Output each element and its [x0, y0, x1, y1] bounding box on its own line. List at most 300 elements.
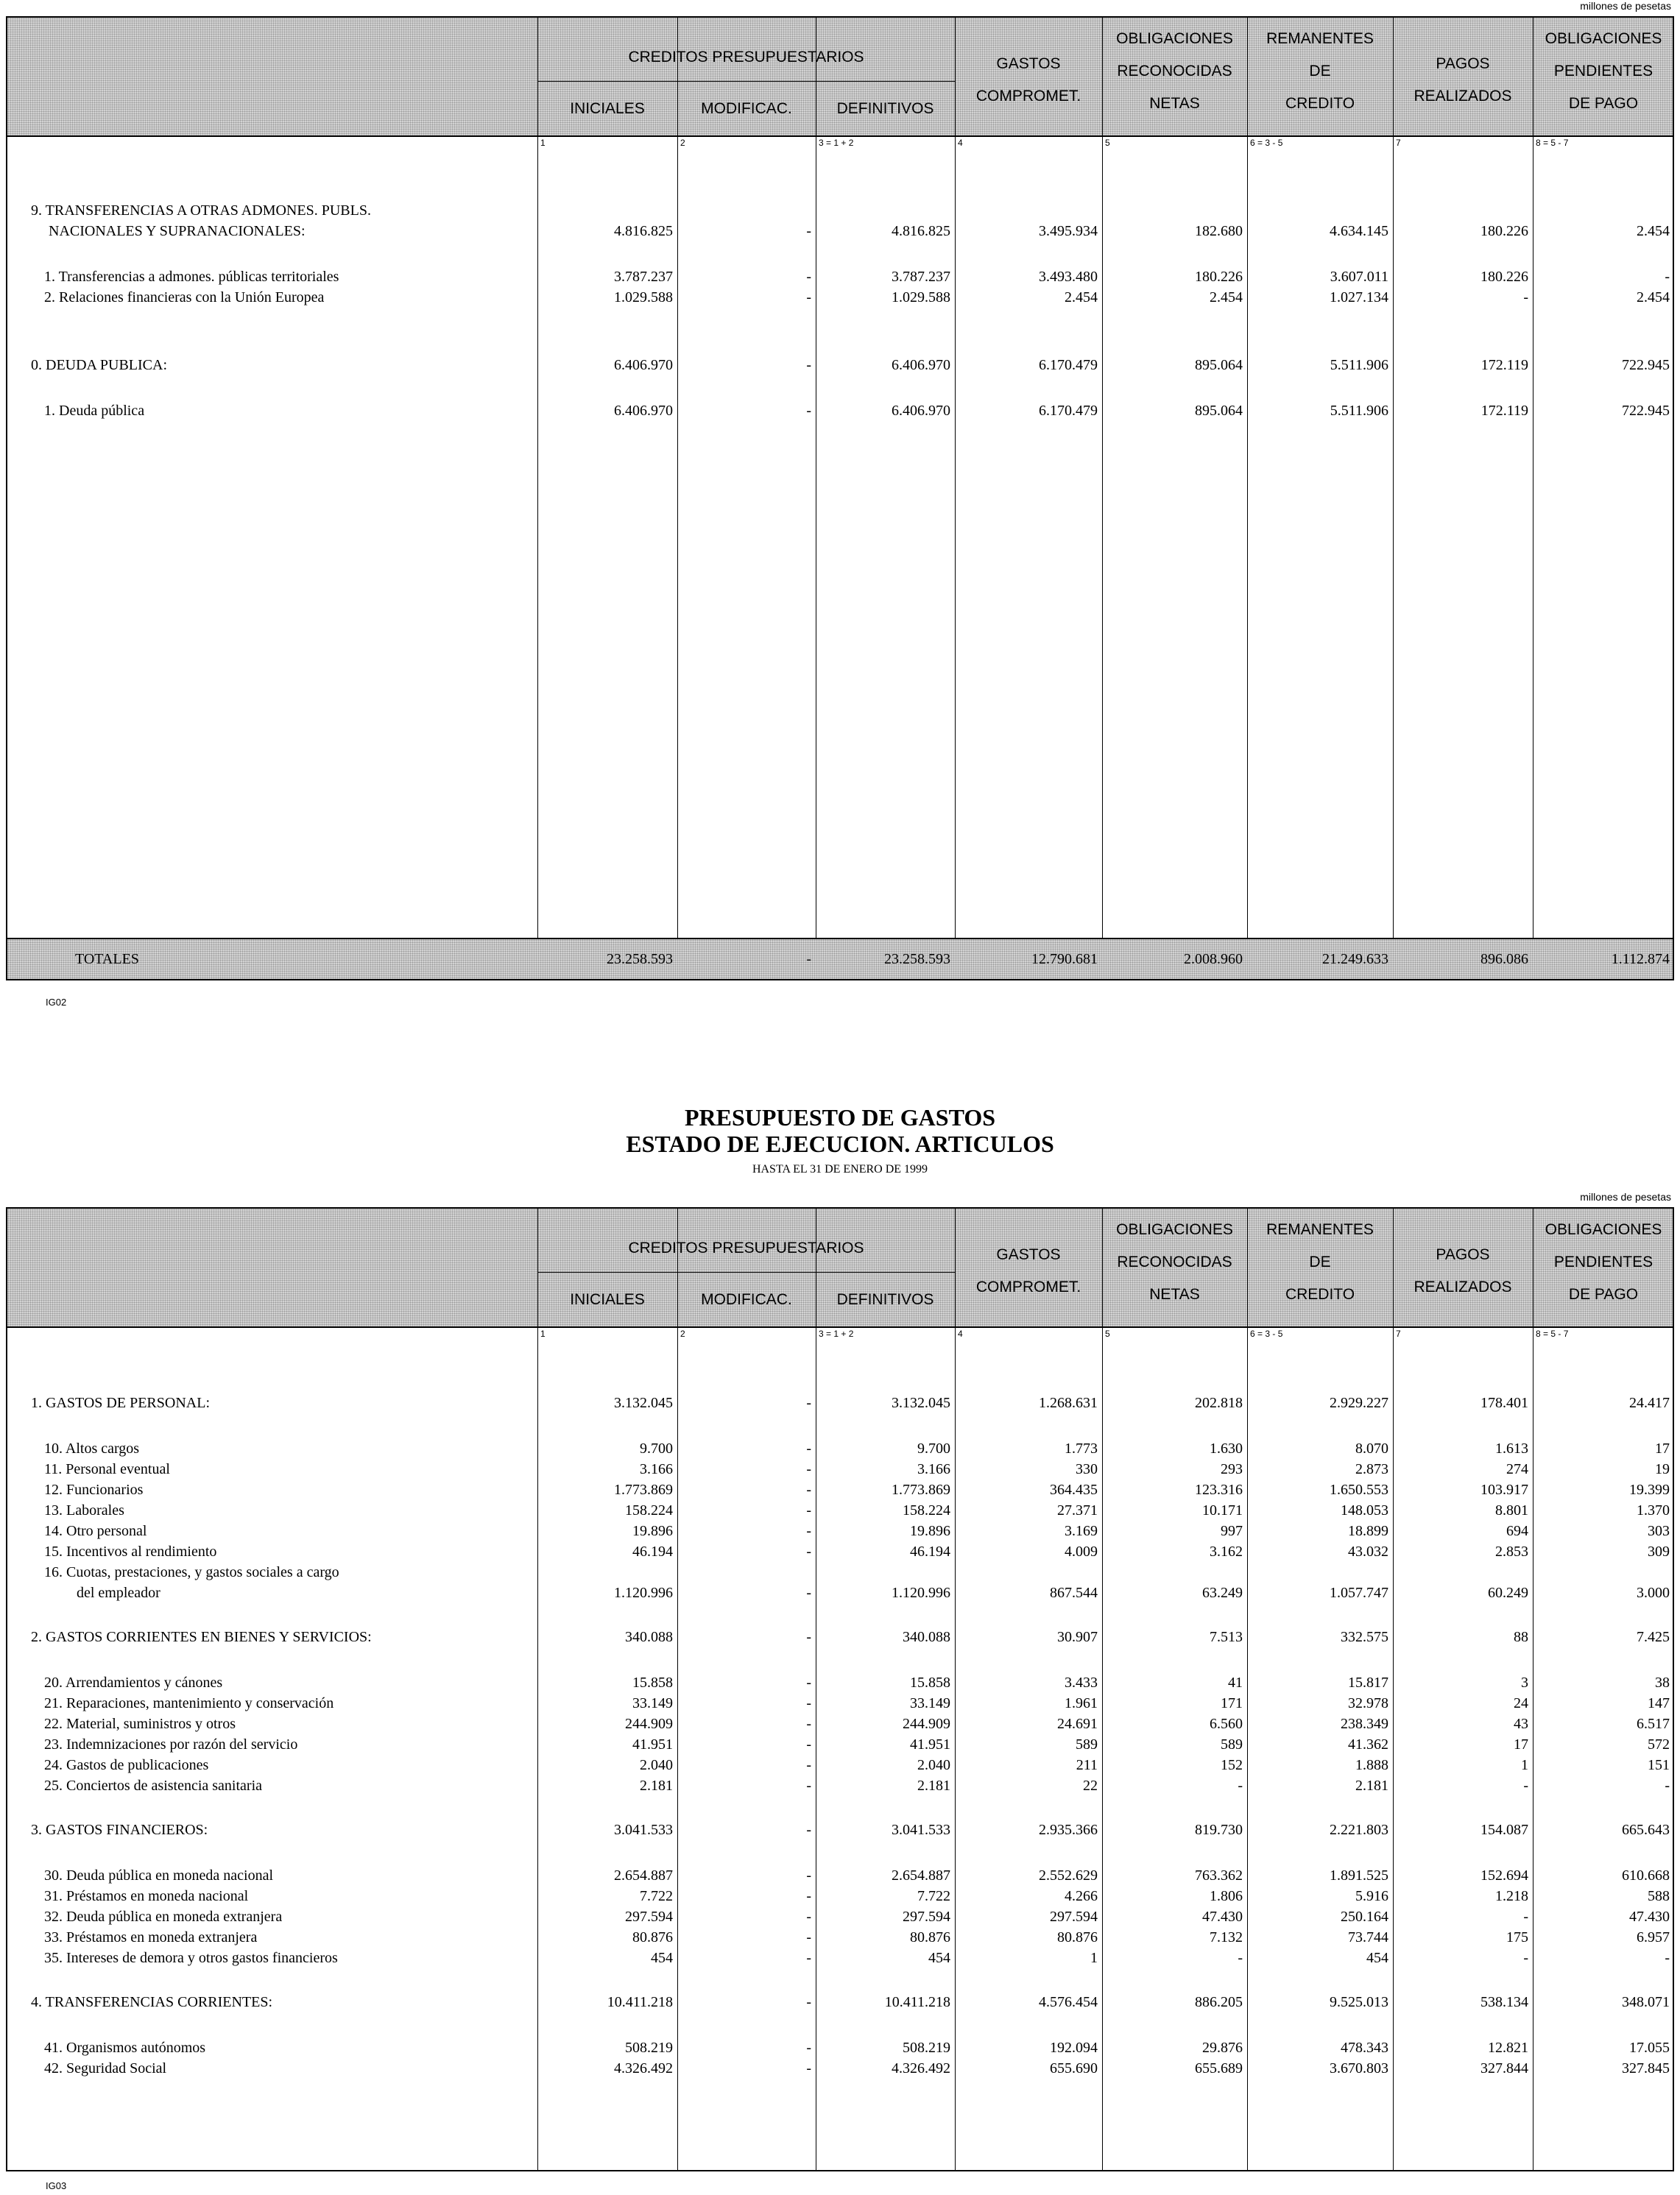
row-value: 192.094	[1050, 2040, 1098, 2056]
row-label: 1. GASTOS DE PERSONAL:	[31, 1395, 210, 1411]
row-value: 340.088	[625, 1629, 673, 1645]
row-value: -	[806, 1585, 811, 1601]
row-value: 1	[1521, 1757, 1528, 1773]
row-value: 47.430	[1629, 1909, 1670, 1925]
row-value: 454	[1366, 1950, 1388, 1966]
row-value: 665.643	[1622, 1822, 1670, 1838]
row-label: 12. Funcionarios	[44, 1482, 144, 1498]
row-value: 3.041.533	[614, 1822, 673, 1838]
row-value: 103.917	[1480, 1482, 1528, 1498]
row-value: -	[806, 2040, 811, 2056]
unit-label: millones de pesetas	[1580, 1191, 1671, 1203]
row-value: 1.650.553	[1330, 1482, 1388, 1498]
table-row	[7, 1393, 1673, 1413]
row-value: 43.032	[1348, 1544, 1388, 1560]
row-value: -	[1238, 1950, 1243, 1966]
table-row	[7, 1521, 1673, 1541]
row-value: 722.945	[1622, 357, 1670, 373]
row-value: 10.411.218	[884, 1994, 950, 2010]
row-value: 3.495.934	[1039, 223, 1098, 239]
row-value: -	[806, 1929, 811, 1945]
column-number: 6 = 3 - 5	[1250, 1329, 1283, 1339]
row-value: -	[1523, 289, 1528, 305]
header-pendientes-line: PENDIENTES	[1553, 1254, 1653, 1270]
header-remanentes-line: REMANENTES	[1266, 1221, 1374, 1238]
row-value: 655.690	[1050, 2060, 1098, 2076]
row-value: 2.654.887	[614, 1867, 673, 1884]
header-definitivos: DEFINITIVOS	[836, 100, 934, 117]
row-value: 538.134	[1480, 1994, 1528, 2010]
row-value: -	[806, 1822, 811, 1838]
row-value: 29.876	[1202, 2040, 1243, 2056]
row-value: 297.594	[903, 1909, 950, 1925]
row-value: 867.544	[1050, 1585, 1098, 1601]
row-value: 38	[1655, 1675, 1670, 1691]
table-row	[7, 1734, 1673, 1755]
column-number: 2	[680, 138, 685, 148]
row-value: 2.935.366	[1039, 1822, 1098, 1838]
row-value: 32.978	[1348, 1695, 1388, 1711]
row-value: 3.169	[1065, 1523, 1098, 1539]
row-value: 8.070	[1355, 1441, 1388, 1457]
table-row	[7, 1927, 1673, 1948]
row-value: 80.876	[632, 1929, 673, 1945]
row-value: 2.221.803	[1330, 1822, 1388, 1838]
row-label: 10. Altos cargos	[44, 1441, 140, 1457]
header-divider	[537, 81, 955, 82]
row-value: 73.744	[1348, 1929, 1388, 1945]
header-remanentes-line: DE	[1309, 63, 1331, 79]
header-modificac: MODIFICAC.	[701, 100, 792, 117]
row-value: 24	[1514, 1695, 1528, 1711]
table-row	[7, 1693, 1673, 1714]
row-label: 11. Personal eventual	[44, 1461, 170, 1477]
row-value: 332.575	[1341, 1629, 1388, 1645]
row-value: 454	[928, 1950, 950, 1966]
header-obligaciones-line: NETAS	[1149, 95, 1200, 112]
row-value: 7.722	[640, 1888, 673, 1904]
column-number: 1	[540, 1329, 546, 1339]
table-row	[7, 2058, 1673, 2079]
header-obligaciones-line: OBLIGACIONES	[1116, 30, 1233, 47]
row-value: 1.773.869	[614, 1482, 673, 1498]
table-row	[7, 1541, 1673, 1562]
row-value: -	[1523, 1909, 1528, 1925]
table-row	[7, 1865, 1673, 1886]
row-value: 9.700	[917, 1441, 950, 1457]
budget-table-2	[6, 1207, 1674, 2171]
column-divider	[1102, 18, 1103, 979]
row-value: -	[806, 1395, 811, 1411]
row-value: 1.029.588	[892, 289, 950, 305]
header-iniciales: INICIALES	[570, 100, 645, 117]
row-label: 30. Deuda pública en moneda nacional	[44, 1867, 273, 1884]
row-value: 80.876	[1057, 1929, 1098, 1945]
row-value: 41.951	[632, 1736, 673, 1753]
row-value: 572	[1648, 1736, 1670, 1753]
row-value: 3.493.480	[1039, 269, 1098, 285]
row-value: -	[806, 1695, 811, 1711]
column-number: 5	[1105, 1329, 1110, 1339]
row-value: 60.249	[1488, 1585, 1528, 1601]
table-row	[7, 1672, 1673, 1693]
row-value: 180.226	[1480, 223, 1528, 239]
row-label: NACIONALES Y SUPRANACIONALES:	[49, 223, 306, 239]
row-label: 31. Préstamos en moneda nacional	[44, 1888, 249, 1904]
row-value: 5.511.906	[1330, 357, 1388, 373]
row-value: 722.945	[1622, 403, 1670, 419]
table-row	[7, 200, 1673, 221]
table-row	[7, 2037, 1673, 2058]
table-row	[7, 287, 1673, 308]
row-value: 763.362	[1195, 1867, 1243, 1884]
row-value: -	[806, 1736, 811, 1753]
row-value: 4.326.492	[892, 2060, 950, 2076]
header-remanentes	[1247, 31, 1393, 112]
row-value: -	[1523, 1950, 1528, 1966]
row-value: 4.009	[1065, 1544, 1098, 1560]
table-row	[7, 1820, 1673, 1840]
row-value: 47.430	[1202, 1909, 1243, 1925]
row-value: 27.371	[1057, 1502, 1098, 1519]
row-value: 46.194	[910, 1544, 950, 1560]
row-value: 886.205	[1195, 1994, 1243, 2010]
budget-table-1	[6, 16, 1674, 980]
row-value: 3.162	[1210, 1544, 1243, 1560]
row-value: 41.362	[1348, 1736, 1388, 1753]
row-label: 35. Intereses de demora y otros gastos financieros	[44, 1950, 338, 1966]
row-value: 1.630	[1210, 1441, 1243, 1457]
header-pendientes-line: PENDIENTES	[1553, 63, 1653, 79]
row-value: 63.249	[1202, 1585, 1243, 1601]
row-label: 15. Incentivos al rendimiento	[44, 1544, 217, 1560]
row-value: 297.594	[1050, 1909, 1098, 1925]
row-value: 508.219	[903, 2040, 950, 2056]
row-value: 19.399	[1629, 1482, 1670, 1498]
row-value: -	[806, 1757, 811, 1773]
page-subtitle: ESTADO DE EJECUCION. ARTICULOS	[626, 1131, 1054, 1157]
row-value: 5.916	[1355, 1888, 1388, 1904]
row-value: -	[1238, 1778, 1243, 1794]
row-value: -	[806, 357, 811, 373]
row-value: 1.218	[1495, 1888, 1528, 1904]
row-value: 175	[1506, 1929, 1528, 1945]
header-obligaciones-line: RECONOCIDAS	[1117, 1254, 1232, 1270]
row-value: 4.816.825	[614, 223, 673, 239]
row-value: 1.027.134	[1330, 289, 1388, 305]
row-value: -	[1665, 1778, 1670, 1794]
row-value: 88	[1514, 1629, 1528, 1645]
header-pendientes-line: OBLIGACIONES	[1545, 30, 1662, 47]
row-value: 895.064	[1195, 403, 1243, 419]
row-value: 180.226	[1195, 269, 1243, 285]
row-label: 13. Laborales	[44, 1502, 124, 1519]
row-label: 42. Seguridad Social	[44, 2060, 167, 2076]
row-value: 180.226	[1480, 269, 1528, 285]
row-value: 158.224	[625, 1502, 673, 1519]
row-value: 2.181	[640, 1778, 673, 1794]
row-label: 3. GASTOS FINANCIEROS:	[31, 1822, 208, 1838]
row-value: 1.806	[1210, 1888, 1243, 1904]
row-value: -	[806, 289, 811, 305]
row-value: -	[806, 1461, 811, 1477]
row-value: 2.929.227	[1330, 1395, 1388, 1411]
header-pendientes-line: DE PAGO	[1568, 1286, 1639, 1303]
header-pagos-line: REALIZADOS	[1413, 88, 1512, 105]
row-value: 6.560	[1210, 1716, 1243, 1732]
row-value: 41.951	[910, 1736, 950, 1753]
row-value: 19.896	[632, 1523, 673, 1539]
header-definitivos: DEFINITIVOS	[836, 1291, 934, 1308]
row-value: -	[806, 1441, 811, 1457]
row-value: 6.406.970	[614, 403, 673, 419]
row-value: 7.132	[1210, 1929, 1243, 1945]
row-value: 244.909	[625, 1716, 673, 1732]
row-value: 3.000	[1637, 1585, 1670, 1601]
row-value: 158.224	[903, 1502, 950, 1519]
totals-value: 21.249.633	[1322, 951, 1388, 967]
row-value: 24.691	[1057, 1716, 1098, 1732]
row-value: 22	[1083, 1778, 1098, 1794]
table-row	[7, 1948, 1673, 1968]
row-label: 1. Deuda pública	[44, 403, 145, 419]
row-label: 1. Transferencias a admones. públicas territoriales	[44, 269, 339, 285]
row-value: 8.801	[1495, 1502, 1528, 1519]
header-pagos	[1393, 1247, 1533, 1296]
table-row	[7, 1906, 1673, 1927]
table-row	[7, 1583, 1673, 1603]
table-row	[7, 400, 1673, 421]
row-value: 15.817	[1348, 1675, 1388, 1691]
row-value: 172.119	[1480, 357, 1528, 373]
row-label: del empleador	[77, 1585, 160, 1601]
row-value: 348.071	[1622, 1994, 1670, 2010]
row-value: 148.053	[1341, 1502, 1388, 1519]
row-value: 4.634.145	[1330, 223, 1388, 239]
page-code: IG03	[46, 2180, 67, 2191]
row-value: 12.821	[1488, 2040, 1528, 2056]
row-value: -	[806, 1909, 811, 1925]
table-row	[7, 1480, 1673, 1500]
column-divider	[537, 18, 538, 979]
row-value: -	[806, 2060, 811, 2076]
row-value: 6.406.970	[614, 357, 673, 373]
row-label: 22. Material, suministros y otros	[44, 1716, 236, 1732]
table-row	[7, 221, 1673, 241]
row-value: 610.668	[1622, 1867, 1670, 1884]
row-value: -	[806, 1544, 811, 1560]
row-value: 694	[1506, 1523, 1528, 1539]
row-value: 1.120.996	[892, 1585, 950, 1601]
row-value: -	[806, 1716, 811, 1732]
row-value: 2.454	[1210, 289, 1243, 305]
row-value: 3.132.045	[614, 1395, 673, 1411]
unit-label: millones de pesetas	[1580, 0, 1671, 12]
header-obligaciones-line: NETAS	[1149, 1286, 1200, 1303]
row-label: 24. Gastos de publicaciones	[44, 1757, 209, 1773]
row-value: -	[1523, 1778, 1528, 1794]
row-value: 1.120.996	[614, 1585, 673, 1601]
row-value: 1.268.631	[1039, 1395, 1098, 1411]
column-number: 7	[1396, 138, 1401, 148]
row-value: -	[806, 223, 811, 239]
row-value: 152	[1221, 1757, 1243, 1773]
row-value: 151	[1648, 1757, 1670, 1773]
row-value: 655.689	[1195, 2060, 1243, 2076]
row-value: 3.670.803	[1330, 2060, 1388, 2076]
row-value: 327.845	[1622, 2060, 1670, 2076]
row-value: 4.266	[1065, 1888, 1098, 1904]
row-label: 14. Otro personal	[44, 1523, 147, 1539]
row-value: 293	[1221, 1461, 1243, 1477]
row-value: 178.401	[1480, 1395, 1528, 1411]
row-value: 10.411.218	[607, 1994, 673, 2010]
row-value: 147	[1648, 1695, 1670, 1711]
header-gastos-line: COMPROMET.	[975, 88, 1081, 105]
header-iniciales: INICIALES	[570, 1291, 645, 1308]
row-value: 46.194	[632, 1544, 673, 1560]
row-value: 3.166	[640, 1461, 673, 1477]
row-value: 330	[1076, 1461, 1098, 1477]
header-gastos-line: GASTOS	[996, 55, 1061, 72]
header-remanentes-line: CREDITO	[1285, 1286, 1355, 1303]
header-pagos-line: PAGOS	[1436, 55, 1490, 72]
row-value: 17	[1655, 1441, 1670, 1457]
column-number: 7	[1396, 1329, 1401, 1339]
page-date: HASTA EL 31 DE ENERO DE 1999	[752, 1163, 928, 1176]
row-value: 327.844	[1480, 2060, 1528, 2076]
table-row	[7, 1500, 1673, 1521]
table-row	[7, 1562, 1673, 1583]
column-number: 1	[540, 138, 546, 148]
row-value: 2.181	[917, 1778, 950, 1794]
row-value: 1.057.747	[1330, 1585, 1388, 1601]
row-value: 3.132.045	[892, 1395, 950, 1411]
row-value: 2.181	[1355, 1778, 1388, 1794]
row-value: 1.613	[1495, 1441, 1528, 1457]
totals-value: 2.008.960	[1184, 951, 1243, 967]
row-value: -	[806, 1523, 811, 1539]
header-obligaciones	[1102, 31, 1247, 112]
row-value: 340.088	[903, 1629, 950, 1645]
row-value: 3.166	[917, 1461, 950, 1477]
row-label: 0. DEUDA PUBLICA:	[31, 357, 168, 373]
table-row	[7, 1992, 1673, 2012]
row-value: 3	[1521, 1675, 1528, 1691]
header-creditos: CREDITOS PRESUPUESTARIOS	[628, 1240, 864, 1256]
row-value: 123.316	[1195, 1482, 1243, 1498]
column-number: 8 = 5 - 7	[1536, 138, 1569, 148]
row-value: 3.041.533	[892, 1822, 950, 1838]
column-number: 4	[958, 1329, 963, 1339]
row-value: -	[806, 1778, 811, 1794]
row-value: 274	[1506, 1461, 1528, 1477]
row-value: -	[1665, 1950, 1670, 1966]
row-value: 3.787.237	[892, 269, 950, 285]
row-value: 3.607.011	[1330, 269, 1388, 285]
row-value: 5.511.906	[1330, 403, 1388, 419]
table-row	[7, 355, 1673, 375]
totals-value: -	[806, 951, 811, 967]
header-divider	[537, 1272, 955, 1273]
row-value: 2.040	[917, 1757, 950, 1773]
row-value: 30.907	[1057, 1629, 1098, 1645]
row-value: 1.891.525	[1330, 1867, 1388, 1884]
column-number: 8 = 5 - 7	[1536, 1329, 1569, 1339]
row-value: 2.654.887	[892, 1867, 950, 1884]
totals-value: 12.790.681	[1031, 951, 1098, 967]
totals-value: 23.258.593	[884, 951, 950, 967]
row-value: 43	[1514, 1716, 1528, 1732]
row-value: 2.454	[1065, 289, 1098, 305]
row-value: -	[806, 1629, 811, 1645]
totals-row	[7, 938, 1673, 979]
row-value: 2.454	[1637, 223, 1670, 239]
row-value: 819.730	[1195, 1822, 1243, 1838]
header-obligaciones	[1102, 1222, 1247, 1303]
row-value: 478.343	[1341, 2040, 1388, 2056]
column-divider	[1247, 18, 1248, 979]
row-value: 6.170.479	[1039, 403, 1098, 419]
row-value: 7.722	[917, 1888, 950, 1904]
header-modificac: MODIFICAC.	[701, 1291, 792, 1308]
table-row	[7, 1886, 1673, 1906]
row-label: 21. Reparaciones, mantenimiento y conservación	[44, 1695, 334, 1711]
column-number: 6 = 3 - 5	[1250, 138, 1283, 148]
row-value: 238.349	[1341, 1716, 1388, 1732]
row-value: 152.694	[1480, 1867, 1528, 1884]
row-value: 2.853	[1495, 1544, 1528, 1560]
header-pendientes-line: OBLIGACIONES	[1545, 1221, 1662, 1238]
row-value: 17	[1514, 1736, 1528, 1753]
row-label: 23. Indemnizaciones por razón del servicio	[44, 1736, 298, 1753]
table-row	[7, 1714, 1673, 1734]
row-value: 1.961	[1065, 1695, 1098, 1711]
row-value: 895.064	[1195, 357, 1243, 373]
row-label: 9. TRANSFERENCIAS A OTRAS ADMONES. PUBLS.	[31, 202, 371, 219]
header-gastos-line: GASTOS	[996, 1246, 1061, 1263]
row-value: 15.858	[632, 1675, 673, 1691]
page-code: IG02	[46, 997, 67, 1008]
totals-value: 1.112.874	[1611, 951, 1670, 967]
header-pagos	[1393, 56, 1533, 105]
row-value: 211	[1076, 1757, 1098, 1773]
row-value: 4.326.492	[614, 2060, 673, 2076]
row-label: 2. GASTOS CORRIENTES EN BIENES Y SERVICIOS:	[31, 1629, 372, 1645]
row-value: -	[806, 1482, 811, 1498]
row-value: 589	[1221, 1736, 1243, 1753]
row-value: 2.454	[1637, 289, 1670, 305]
column-number: 4	[958, 138, 963, 148]
row-value: 997	[1221, 1523, 1243, 1539]
row-label: 32. Deuda pública en moneda extranjera	[44, 1909, 283, 1925]
header-creditos: CREDITOS PRESUPUESTARIOS	[628, 49, 864, 66]
row-value: 3.433	[1065, 1675, 1098, 1691]
row-value: 17.055	[1629, 2040, 1670, 2056]
column-number: 2	[680, 1329, 685, 1339]
column-number: 3 = 1 + 2	[819, 1329, 854, 1339]
row-value: 364.435	[1050, 1482, 1098, 1498]
row-value: 19	[1655, 1461, 1670, 1477]
column-number: 3 = 1 + 2	[819, 138, 854, 148]
row-value: 33.149	[910, 1695, 950, 1711]
totals-label: TOTALES	[75, 951, 139, 967]
row-value: 154.087	[1480, 1822, 1528, 1838]
row-value: 6.406.970	[892, 357, 950, 373]
row-value: 1.029.588	[614, 289, 673, 305]
row-value: -	[806, 1950, 811, 1966]
row-value: 33.149	[632, 1695, 673, 1711]
